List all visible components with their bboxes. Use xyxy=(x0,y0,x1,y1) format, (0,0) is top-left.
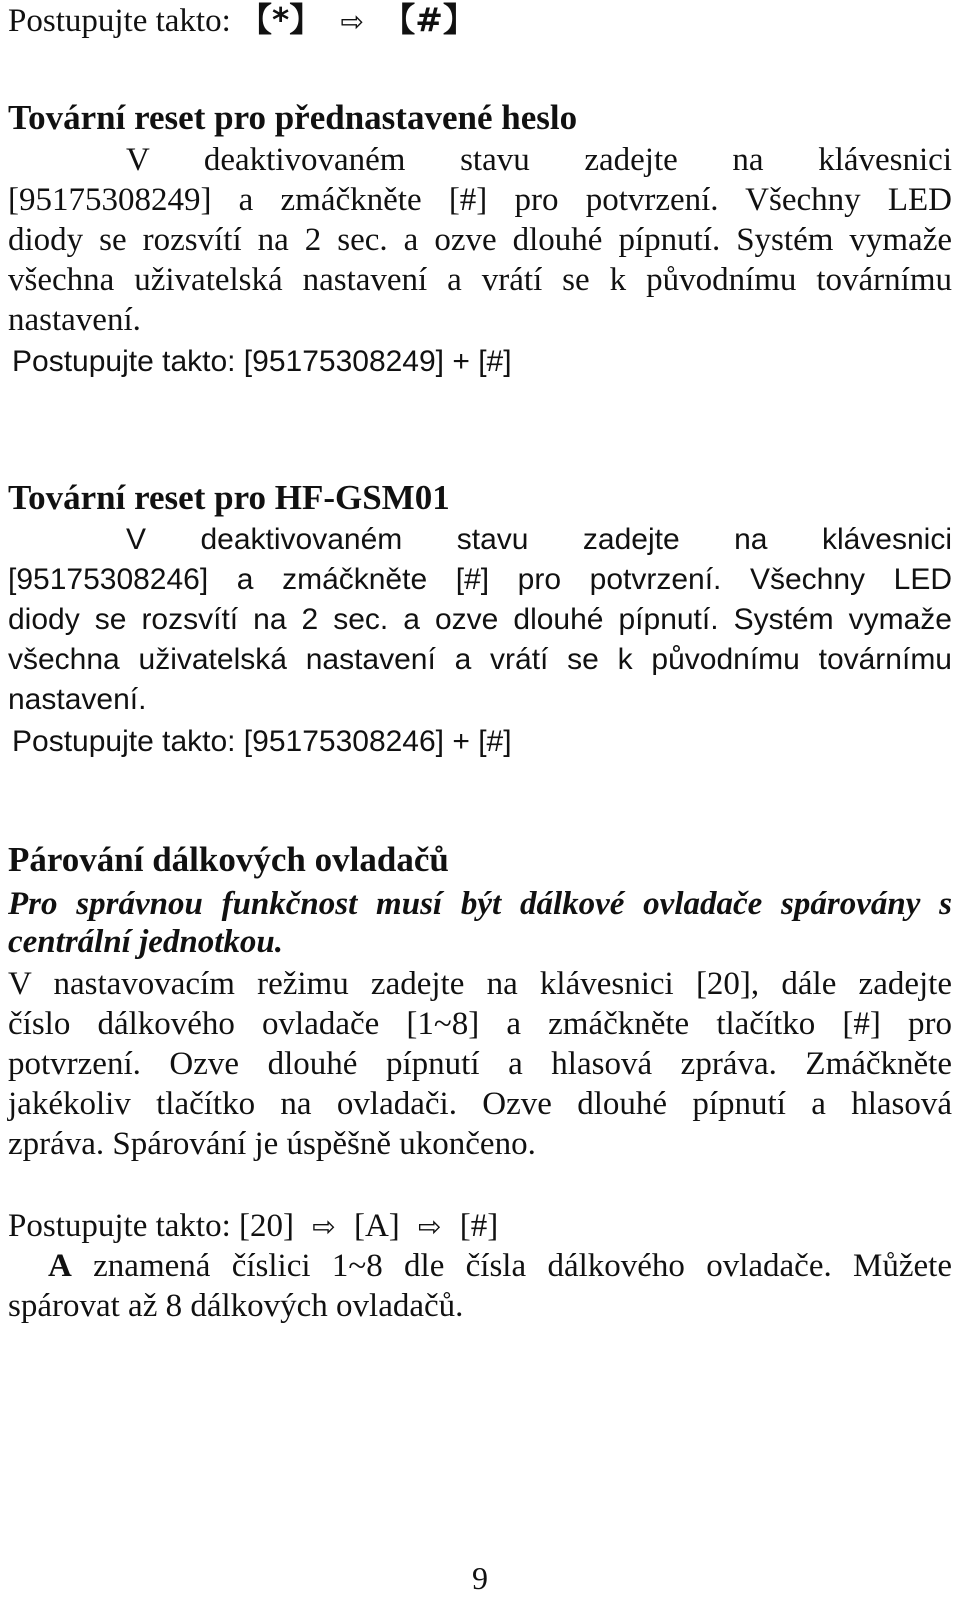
paragraph-line: nastavení. xyxy=(8,683,147,716)
procedure-line: Postupujte takto: [95175308246] + [#] xyxy=(12,725,512,758)
explanation-line: spárovat až 8 dálkových ovladačů. xyxy=(8,1288,464,1324)
section-title-preset-password-reset: Tovární reset pro přednastavené heslo xyxy=(8,98,578,137)
top-instruction xyxy=(8,0,952,42)
key-bracket-close: 】 xyxy=(442,0,476,39)
section-title-remote-pairing: Párování dálkových ovladačů xyxy=(8,840,449,879)
procedure-line xyxy=(8,1206,952,1247)
key-star: * xyxy=(272,0,290,39)
procedure-line: Postupujte takto: [95175308249] + [#] xyxy=(12,345,512,378)
arrow-right-icon: ⇨ xyxy=(340,5,364,38)
paragraph-line: diody se rozsvítí na 2 sec. a ozve dlouhé pípnutí. Systém vymaže xyxy=(8,603,952,636)
key-bracket-open: 【 xyxy=(382,0,416,39)
explanation-bold: A xyxy=(48,1248,72,1284)
paragraph-line: V deaktivovaném stavu zadejte na klávesnici xyxy=(126,523,952,556)
page-number: 9 xyxy=(472,1560,488,1596)
key-hash: # xyxy=(415,0,443,39)
explanation-line xyxy=(8,1246,952,1286)
paragraph-line: [95175308249] a zmáčkněte [#] pro potvrzení. Všechny LED xyxy=(8,182,952,218)
paragraph-line: všechna uživatelská nastavení a vrátí se k původnímu továrnímu xyxy=(8,262,952,298)
paragraph-line: [95175308246] a zmáčkněte [#] pro potvrzení. Všechny LED xyxy=(8,563,952,596)
key-bracket-close: 】 xyxy=(289,0,323,39)
procedure-step: [#] xyxy=(459,1208,499,1244)
explanation-text: znamená číslici 1~8 dle čísla dálkového ovladače. Můžete xyxy=(71,1248,952,1284)
paragraph-line: zpráva. Spárování je úspěšně ukončeno. xyxy=(8,1126,536,1162)
note-line: Pro správnou funkčnost musí být dálkové ovladače spárovány s xyxy=(8,886,952,922)
paragraph-line: jakékoliv tlačítko na ovladači. Ozve dlouhé pípnutí a hlasová xyxy=(8,1086,952,1122)
arrow-right-icon: ⇨ xyxy=(312,1210,336,1243)
section-title-gsm-reset: Tovární reset pro HF-GSM01 xyxy=(8,478,450,517)
procedure-prefix: Postupujte takto: xyxy=(8,1208,231,1244)
top-instruction-prefix: Postupujte takto: xyxy=(8,3,231,39)
paragraph-line: diody se rozsvítí na 2 sec. a ozve dlouhé pípnutí. Systém vymaže xyxy=(8,222,952,258)
arrow-right-icon: ⇨ xyxy=(418,1210,442,1243)
key-bracket-open: 【 xyxy=(239,0,272,39)
paragraph-line: všechna uživatelská nastavení a vrátí se k původnímu továrnímu xyxy=(8,643,952,676)
procedure-step: [A] xyxy=(353,1208,400,1244)
paragraph-line: nastavení. xyxy=(8,302,141,338)
procedure-step: [20] xyxy=(239,1208,294,1244)
paragraph-line: potvrzení. Ozve dlouhé pípnutí a hlasová zpráva. Zmáčkněte xyxy=(8,1046,952,1082)
paragraph-line: V deaktivovaném stavu zadejte na klávesnici xyxy=(126,142,952,178)
note-line: centrální jednotkou. xyxy=(8,924,284,960)
paragraph-line: V nastavovacím režimu zadejte na klávesnici [20], dále zadejte xyxy=(8,966,952,1002)
paragraph-line: číslo dálkového ovladače [1~8] a zmáčkněte tlačítko [#] pro xyxy=(8,1006,952,1042)
